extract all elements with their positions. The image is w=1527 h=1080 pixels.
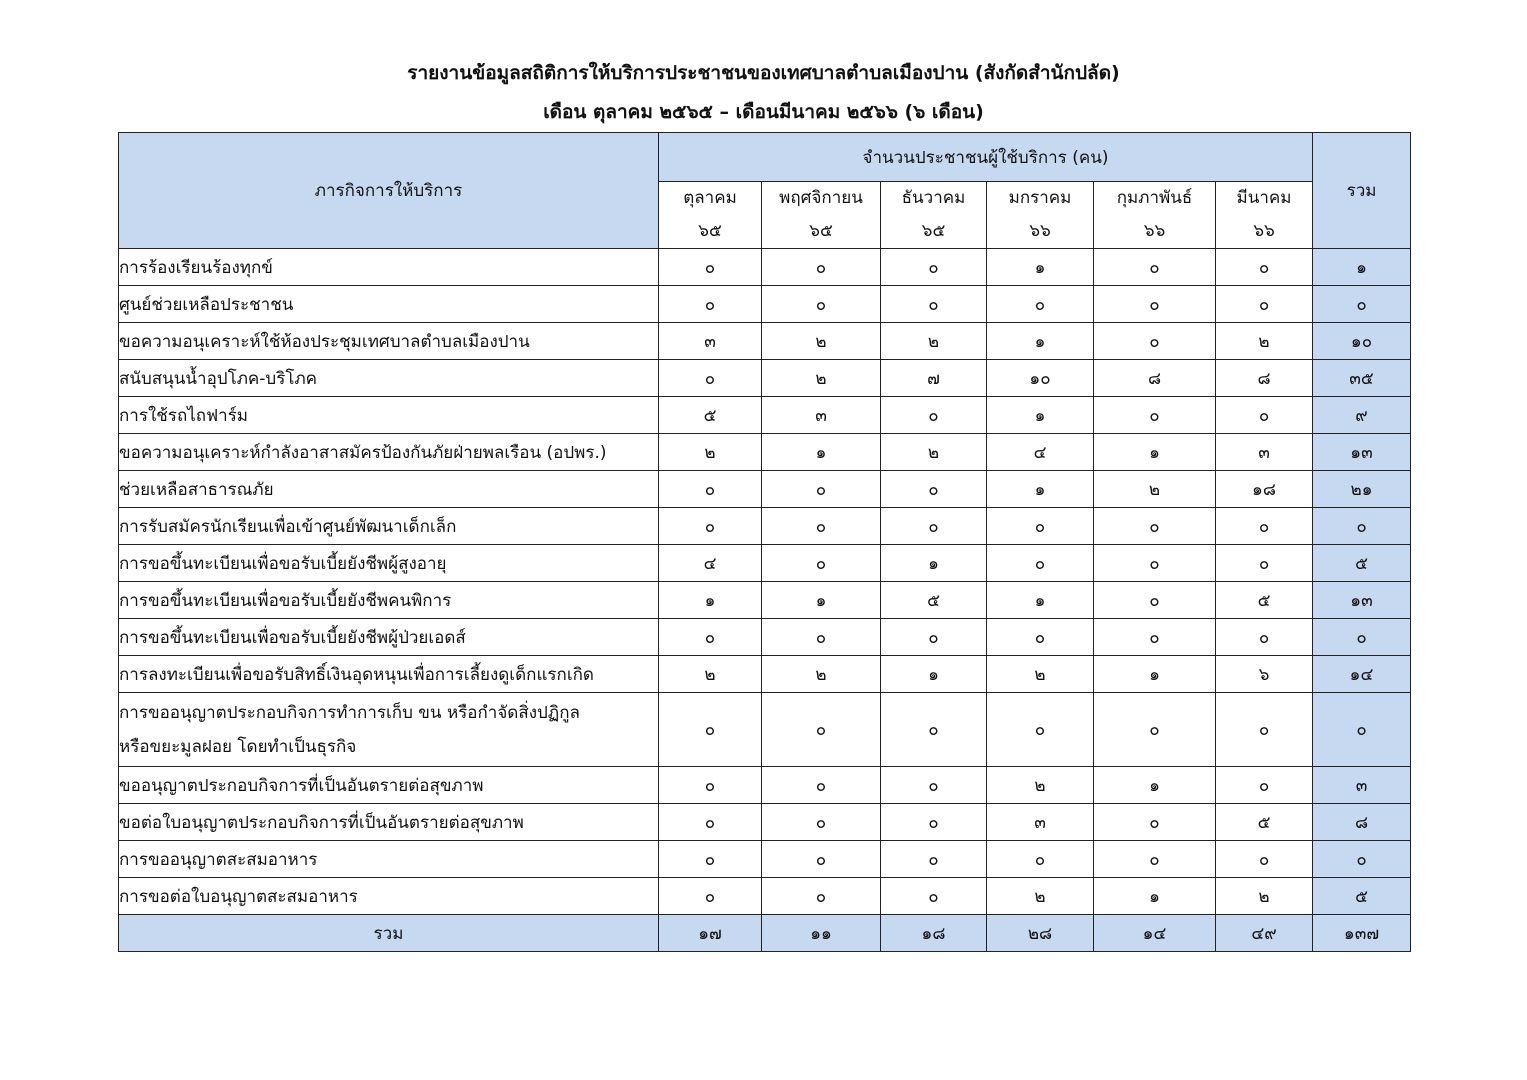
month-header (881, 182, 987, 249)
task-label: ขอความอนุเคราะห์กำลังอาสาสมัครป้องกันภัยฝ่ายพลเรือน (อปพร.) (119, 442, 607, 463)
row-total: ๕ (1313, 878, 1411, 915)
month-name: ตุลาคม (683, 188, 737, 208)
month-count: ๐ (659, 767, 762, 804)
task-name (119, 286, 659, 323)
month-count: ๔ (987, 434, 1094, 471)
month-count: ๑ (881, 545, 987, 582)
month-count: ๒ (659, 434, 762, 471)
month-count: ๑ (987, 582, 1094, 619)
month-count: ๒ (1216, 323, 1313, 360)
month-count: ๐ (659, 249, 762, 286)
row-total: ๑๔ (1313, 656, 1411, 693)
task-name (119, 767, 659, 804)
month-count: ๒ (762, 360, 881, 397)
task-label-line2: หรือขยะมูลฝอย โดยทำเป็นธุรกิจ (119, 736, 357, 757)
row-total: ๑๓ (1313, 434, 1411, 471)
month-count: ๕ (659, 397, 762, 434)
table-row (119, 656, 1411, 693)
row-total: ๐ (1313, 841, 1411, 878)
table-row (119, 397, 1411, 434)
month-count: ๒ (659, 656, 762, 693)
month-count: ๓ (762, 397, 881, 434)
report-title: รายงานข้อมูลสถิติการให้บริการประชาชนของเทศบาลตำบลเมืองปาน (สังกัดสำนักปลัด) (407, 62, 1120, 84)
task-label: ช่วยเหลือสาธารณภัย (119, 479, 274, 500)
sum-row (119, 915, 1411, 952)
month-sum: ๒๘ (987, 915, 1094, 952)
month-count: ๒ (987, 656, 1094, 693)
month-sum: ๑๘ (881, 915, 987, 952)
row-total: ๐ (1313, 619, 1411, 656)
month-count: ๐ (659, 286, 762, 323)
month-count: ๐ (987, 286, 1094, 323)
month-count: ๐ (659, 693, 762, 767)
month-year: ๖๖ (1143, 221, 1166, 241)
month-count: ๐ (987, 619, 1094, 656)
month-count: ๐ (881, 841, 987, 878)
month-count: ๐ (1216, 286, 1313, 323)
month-count: ๐ (881, 508, 987, 545)
task-name (119, 360, 659, 397)
month-count: ๐ (1216, 545, 1313, 582)
table-row (119, 545, 1411, 582)
month-count: ๐ (1094, 397, 1216, 434)
task-label: ขอต่อใบอนุญาตประกอบกิจการที่เป็นอันตรายต่อสุขภาพ (119, 812, 524, 833)
month-count: ๐ (762, 767, 881, 804)
month-count: ๒ (987, 878, 1094, 915)
month-count: ๒ (762, 656, 881, 693)
task-label: ขออนุญาตประกอบกิจการที่เป็นอันตรายต่อสุขภาพ (119, 775, 484, 796)
month-count: ๐ (762, 841, 881, 878)
month-count: ๘ (1216, 360, 1313, 397)
month-header (1216, 182, 1313, 249)
month-header (1094, 182, 1216, 249)
row-total: ๕ (1313, 545, 1411, 582)
month-count: ๐ (1094, 804, 1216, 841)
month-count: ๐ (987, 693, 1094, 767)
month-count: ๒ (1094, 471, 1216, 508)
report-period: เดือน ตุลาคม ๒๕๖๕ – เดือนมีนาคม ๒๕๖๖ (๖ เดือน) (543, 101, 984, 123)
task-name (119, 434, 659, 471)
month-name: พฤศจิกายน (779, 188, 863, 208)
task-label: ศูนย์ช่วยเหลือประชาชน (119, 294, 294, 315)
month-count: ๓ (659, 323, 762, 360)
task-name (119, 804, 659, 841)
month-sum: ๑๔ (1094, 915, 1216, 952)
table-row (119, 323, 1411, 360)
month-count: ๐ (881, 619, 987, 656)
month-count: ๐ (1094, 582, 1216, 619)
month-count: ๐ (762, 545, 881, 582)
month-count: ๐ (1216, 508, 1313, 545)
table-row (119, 767, 1411, 804)
month-count: ๔ (659, 545, 762, 582)
task-name (119, 582, 659, 619)
row-total: ๑๓ (1313, 582, 1411, 619)
month-count: ๑ (1094, 656, 1216, 693)
task-column-header: ภารกิจการให้บริการ (119, 133, 659, 249)
month-count: ๓ (987, 804, 1094, 841)
month-count: ๕ (1216, 804, 1313, 841)
table-row (119, 619, 1411, 656)
table-row (119, 471, 1411, 508)
month-count: ๐ (659, 878, 762, 915)
table-row (119, 841, 1411, 878)
task-label: การขอต่อใบอนุญาตสะสมอาหาร (119, 886, 358, 907)
table-row (119, 360, 1411, 397)
month-count: ๐ (881, 397, 987, 434)
month-name: มกราคม (1008, 188, 1072, 208)
row-total: ๒๑ (1313, 471, 1411, 508)
month-count: ๒ (762, 323, 881, 360)
task-name (119, 471, 659, 508)
row-total: ๓ (1313, 767, 1411, 804)
month-count: ๐ (1094, 508, 1216, 545)
month-count: ๐ (659, 619, 762, 656)
month-sum: ๑๗ (659, 915, 762, 952)
table-row (119, 434, 1411, 471)
month-sum: ๑๑ (762, 915, 881, 952)
task-name (119, 841, 659, 878)
month-count: ๑ (762, 582, 881, 619)
task-label: ขอความอนุเคราะห์ใช้ห้องประชุมเทศบาลตำบลเมืองปาน (119, 331, 530, 352)
month-count: ๐ (762, 619, 881, 656)
row-total: ๐ (1313, 508, 1411, 545)
statistics-table (118, 132, 1411, 952)
month-name: ธันวาคม (901, 188, 966, 208)
month-count: ๗ (881, 360, 987, 397)
task-label: การรับสมัครนักเรียนเพื่อเข้าศูนย์พัฒนาเด็กเล็ก (119, 516, 457, 537)
month-count: ๐ (881, 767, 987, 804)
month-count: ๐ (659, 508, 762, 545)
row-total: ๙ (1313, 397, 1411, 434)
month-count: ๐ (1094, 249, 1216, 286)
month-count: ๐ (762, 804, 881, 841)
task-name (119, 397, 659, 434)
month-count: ๑ (1094, 767, 1216, 804)
month-count: ๑๘ (1216, 471, 1313, 508)
month-header (987, 182, 1094, 249)
task-name (119, 323, 659, 360)
table-row (119, 286, 1411, 323)
month-count: ๐ (1216, 619, 1313, 656)
month-count: ๐ (881, 286, 987, 323)
table-row (119, 582, 1411, 619)
task-label: การขอขึ้นทะเบียนเพื่อขอรับเบี้ยยังชีพผู้ป่วยเอดส์ (119, 627, 466, 648)
month-count: ๐ (659, 804, 762, 841)
month-count: ๑๐ (987, 360, 1094, 397)
month-count: ๑ (987, 471, 1094, 508)
table-row (119, 508, 1411, 545)
task-label: การใช้รถไถฟาร์ม (119, 405, 248, 426)
month-count: ๐ (1094, 323, 1216, 360)
month-sum: ๔๙ (1216, 915, 1313, 952)
month-count: ๐ (1216, 249, 1313, 286)
month-count: ๐ (1216, 841, 1313, 878)
month-count: ๑ (762, 434, 881, 471)
month-year: ๖๕ (809, 221, 833, 241)
task-label: การร้องเรียนร้องทุกข์ (119, 257, 273, 278)
month-count: ๑ (987, 397, 1094, 434)
task-name (119, 249, 659, 286)
month-count: ๐ (987, 841, 1094, 878)
month-count: ๑ (1094, 878, 1216, 915)
month-count: ๑ (987, 249, 1094, 286)
row-total: ๑ (1313, 249, 1411, 286)
month-year: ๖๖ (1029, 221, 1051, 241)
grand-total: ๑๓๗ (1313, 915, 1411, 952)
month-count: ๐ (1094, 286, 1216, 323)
month-name: มีนาคม (1236, 188, 1292, 208)
month-count: ๐ (881, 804, 987, 841)
month-count: ๐ (1094, 841, 1216, 878)
task-label: การขออนุญาตประกอบกิจการทำการเก็บ ขน หรือกำจัดสิ่งปฏิกูล (119, 702, 580, 723)
row-total: ๐ (1313, 693, 1411, 767)
row-total: ๐ (1313, 286, 1411, 323)
task-name (119, 656, 659, 693)
month-count: ๒ (881, 323, 987, 360)
month-header (659, 182, 762, 249)
month-count: ๐ (659, 471, 762, 508)
month-year: ๖๖ (1253, 221, 1275, 241)
table-row (119, 878, 1411, 915)
month-count: ๐ (762, 693, 881, 767)
month-name: กุมภาพันธ์ (1116, 188, 1193, 208)
task-name (119, 508, 659, 545)
month-count: ๐ (1216, 693, 1313, 767)
task-label: การขอขึ้นทะเบียนเพื่อขอรับเบี้ยยังชีพคนพิการ (119, 590, 452, 611)
users-count-header: จำนวนประชาชนผู้ใช้บริการ (คน) (659, 133, 1313, 182)
month-count: ๐ (881, 693, 987, 767)
month-count: ๐ (762, 249, 881, 286)
month-year: ๖๕ (698, 221, 722, 241)
row-total: ๘ (1313, 804, 1411, 841)
month-count: ๐ (1094, 545, 1216, 582)
month-count: ๐ (881, 471, 987, 508)
month-count: ๐ (1216, 397, 1313, 434)
month-count: ๑ (659, 582, 762, 619)
month-count: ๒ (987, 767, 1094, 804)
month-count: ๐ (762, 471, 881, 508)
month-count: ๐ (987, 508, 1094, 545)
task-name (119, 545, 659, 582)
month-count: ๘ (1094, 360, 1216, 397)
month-count: ๐ (881, 878, 987, 915)
month-count: ๐ (1094, 619, 1216, 656)
month-count: ๕ (881, 582, 987, 619)
table-row (119, 804, 1411, 841)
month-count: ๑ (987, 323, 1094, 360)
table-row (119, 693, 1411, 767)
task-label: การขอขึ้นทะเบียนเพื่อขอรับเบี้ยยังชีพผู้สูงอายุ (119, 553, 447, 574)
task-label: การขออนุญาตสะสมอาหาร (119, 849, 318, 870)
month-count: ๖ (1216, 656, 1313, 693)
month-count: ๐ (659, 360, 762, 397)
month-count: ๐ (762, 286, 881, 323)
month-count: ๕ (1216, 582, 1313, 619)
task-name (119, 878, 659, 915)
month-count: ๒ (881, 434, 987, 471)
month-count: ๑ (1094, 434, 1216, 471)
table-row (119, 249, 1411, 286)
total-column-header: รวม (1313, 133, 1411, 249)
task-label: สนับสนุนน้ำอุปโภค-บริโภค (119, 368, 318, 389)
month-count: ๓ (1216, 434, 1313, 471)
month-count: ๐ (1094, 693, 1216, 767)
month-count: ๐ (659, 841, 762, 878)
task-name (119, 693, 659, 767)
sum-label: รวม (119, 915, 659, 952)
row-total: ๑๐ (1313, 323, 1411, 360)
month-count: ๐ (987, 545, 1094, 582)
month-count: ๐ (1216, 767, 1313, 804)
month-header (762, 182, 881, 249)
month-count: ๐ (881, 249, 987, 286)
month-year: ๖๕ (921, 221, 946, 241)
month-count: ๑ (881, 656, 987, 693)
task-name (119, 619, 659, 656)
row-total: ๓๕ (1313, 360, 1411, 397)
task-label: การลงทะเบียนเพื่อขอรับสิทธิ์เงินอุดหนุนเพื่อการเลี้ยงดูเด็กแรกเกิด (119, 664, 594, 685)
month-count: ๒ (1216, 878, 1313, 915)
month-count: ๐ (762, 878, 881, 915)
month-count: ๐ (762, 508, 881, 545)
